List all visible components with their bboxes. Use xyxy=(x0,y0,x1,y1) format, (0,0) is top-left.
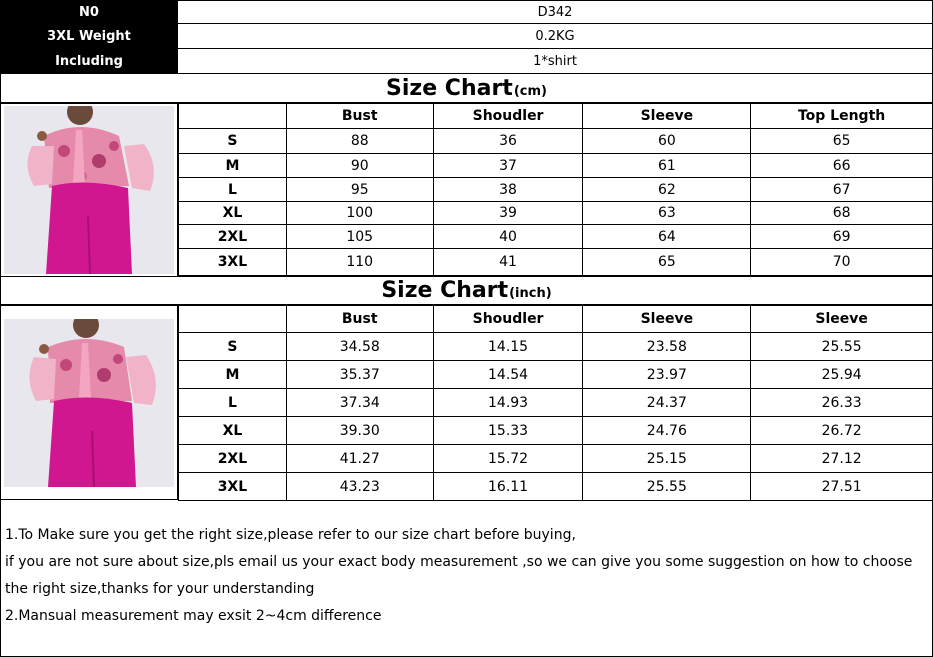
shoulder-value: 38 xyxy=(433,178,583,202)
table-row xyxy=(179,154,933,178)
sleeve-value: 25.55 xyxy=(583,473,751,501)
bust-value: 35.37 xyxy=(286,361,433,389)
sleeve-2-value: 25.55 xyxy=(751,333,933,361)
info-value-weight: 0.2KG xyxy=(178,24,933,49)
size-label: XL xyxy=(179,202,287,225)
cm-title-text: Size Chart xyxy=(386,75,513,101)
cm-chart-title xyxy=(0,73,933,103)
inch-header-row xyxy=(179,306,933,333)
bust-value: 100 xyxy=(286,202,433,225)
sleeve-value: 24.37 xyxy=(583,389,751,417)
model-photo xyxy=(4,319,174,487)
info-row-weight xyxy=(0,24,933,49)
info-value-model: D342 xyxy=(178,0,933,24)
sleeve-value: 63 xyxy=(583,202,751,225)
inch-title-text: Size Chart xyxy=(381,278,509,303)
inch-col-sleeve-2: Sleeve xyxy=(751,306,933,333)
inch-chart-section xyxy=(0,305,933,500)
shoulder-value: 15.33 xyxy=(433,417,583,445)
cm-size-table xyxy=(178,103,933,276)
table-row xyxy=(179,361,933,389)
shoulder-value: 14.15 xyxy=(433,333,583,361)
note-line: if you are not sure about size,pls email us your exact body measurement ,so we can give you some suggestion on how to choose the right size,thanks for your understanding xyxy=(5,554,913,597)
bust-value: 43.23 xyxy=(286,473,433,501)
inch-size-table xyxy=(178,305,933,501)
size-label: 2XL xyxy=(179,445,287,473)
size-label: 3XL xyxy=(179,249,287,276)
cm-col-shoulder: Shoudler xyxy=(433,104,583,129)
size-label: XL xyxy=(179,417,287,445)
inch-col-size xyxy=(179,306,287,333)
shoulder-value: 16.11 xyxy=(433,473,583,501)
info-row-including xyxy=(0,49,933,74)
sleeve-value: 64 xyxy=(583,225,751,249)
info-value-including: 1*shirt xyxy=(178,49,933,74)
cm-title-unit: (cm) xyxy=(513,83,547,99)
sleeve-value: 60 xyxy=(583,129,751,154)
info-key-model: N0 xyxy=(0,0,178,24)
inch-col-bust: Bust xyxy=(286,306,433,333)
sleeve-value: 24.76 xyxy=(583,417,751,445)
info-key-weight: 3XL Weight xyxy=(0,24,178,49)
bust-value: 95 xyxy=(286,178,433,202)
shoulder-value: 14.93 xyxy=(433,389,583,417)
inch-chart-title xyxy=(0,276,933,305)
shoulder-value: 39 xyxy=(433,202,583,225)
table-row xyxy=(179,333,933,361)
size-label: S xyxy=(179,333,287,361)
bust-value: 90 xyxy=(286,154,433,178)
table-row xyxy=(179,473,933,501)
sleeve-2-value: 26.72 xyxy=(751,417,933,445)
cm-col-sleeve: Sleeve xyxy=(583,104,751,129)
shoulder-value: 15.72 xyxy=(433,445,583,473)
cm-header-row xyxy=(179,104,933,129)
sleeve-value: 61 xyxy=(583,154,751,178)
bust-value: 110 xyxy=(286,249,433,276)
size-label: 2XL xyxy=(179,225,287,249)
sleeve-2-value: 26.33 xyxy=(751,389,933,417)
table-row xyxy=(179,389,933,417)
table-row xyxy=(179,417,933,445)
top-length-value: 67 xyxy=(751,178,933,202)
top-length-value: 66 xyxy=(751,154,933,178)
info-key-including: Including xyxy=(0,49,178,74)
sizing-notes xyxy=(0,500,933,657)
size-label: S xyxy=(179,129,287,154)
size-label: M xyxy=(179,154,287,178)
info-row-model xyxy=(0,0,933,24)
cm-chart-section xyxy=(0,103,933,277)
note-line: 1.To Make sure you get the right size,please refer to our size chart before buying, xyxy=(5,527,576,543)
note-line: 2.Mansual measurement may exsit 2~4cm difference xyxy=(5,608,382,624)
size-label: L xyxy=(179,178,287,202)
sleeve-2-value: 25.94 xyxy=(751,361,933,389)
cm-col-size xyxy=(179,104,287,129)
bust-value: 105 xyxy=(286,225,433,249)
size-label: M xyxy=(179,361,287,389)
product-info-header xyxy=(0,0,933,74)
top-length-value: 65 xyxy=(751,129,933,154)
bust-value: 34.58 xyxy=(286,333,433,361)
cm-col-top-length: Top Length xyxy=(751,104,933,129)
table-row xyxy=(179,202,933,225)
table-row xyxy=(179,249,933,276)
top-length-value: 68 xyxy=(751,202,933,225)
size-label: L xyxy=(179,389,287,417)
inch-photo-cell xyxy=(0,305,178,500)
shoulder-value: 41 xyxy=(433,249,583,276)
shoulder-value: 36 xyxy=(433,129,583,154)
sleeve-value: 62 xyxy=(583,178,751,202)
top-length-value: 69 xyxy=(751,225,933,249)
table-row xyxy=(179,129,933,154)
top-length-value: 70 xyxy=(751,249,933,276)
inch-title-unit: (inch) xyxy=(509,286,552,301)
sleeve-2-value: 27.51 xyxy=(751,473,933,501)
sleeve-value: 23.97 xyxy=(583,361,751,389)
bust-value: 41.27 xyxy=(286,445,433,473)
table-row xyxy=(179,225,933,249)
model-photo xyxy=(4,106,174,274)
table-row xyxy=(179,445,933,473)
sleeve-value: 25.15 xyxy=(583,445,751,473)
cm-col-bust: Bust xyxy=(286,104,433,129)
sleeve-2-value: 27.12 xyxy=(751,445,933,473)
cm-photo-cell xyxy=(0,103,178,277)
bust-value: 37.34 xyxy=(286,389,433,417)
model-illustration xyxy=(4,106,174,274)
shoulder-value: 40 xyxy=(433,225,583,249)
shoulder-value: 14.54 xyxy=(433,361,583,389)
table-row xyxy=(179,178,933,202)
bust-value: 39.30 xyxy=(286,417,433,445)
shoulder-value: 37 xyxy=(433,154,583,178)
inch-col-shoulder: Shoudler xyxy=(433,306,583,333)
sleeve-value: 65 xyxy=(583,249,751,276)
bust-value: 88 xyxy=(286,129,433,154)
sleeve-value: 23.58 xyxy=(583,333,751,361)
model-illustration xyxy=(4,319,174,487)
size-label: 3XL xyxy=(179,473,287,501)
inch-col-sleeve: Sleeve xyxy=(583,306,751,333)
